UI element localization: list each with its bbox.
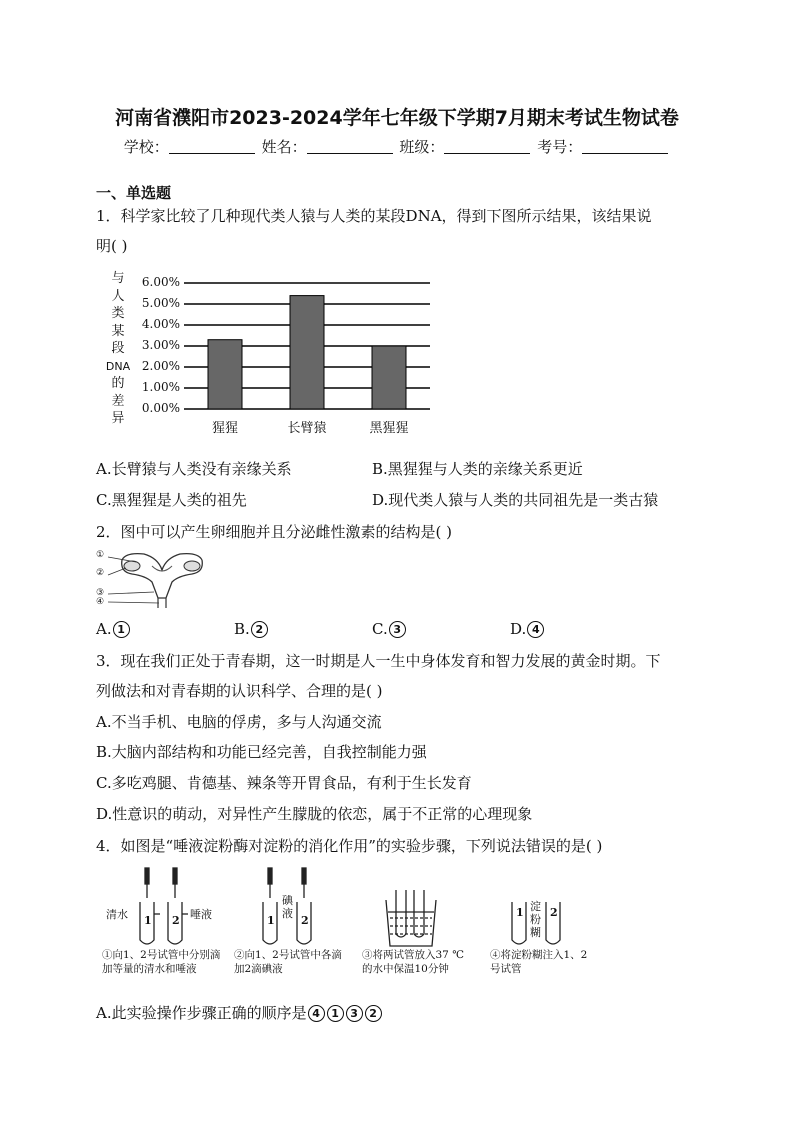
q2-option-a[interactable] <box>96 620 131 638</box>
y-tick-label: 6.00% <box>141 275 180 289</box>
q1-stem-line1: 1．科学家比较了几种现代类人猿与人类的某段DNA，得到下图所示结果，该结果说 <box>96 207 652 225</box>
ylabel-char: 与 <box>111 271 125 286</box>
ylabel-char: 类 <box>111 306 125 321</box>
option-text: A.此实验操作步骤正确的顺序是 <box>96 1004 307 1022</box>
y-tick-label: 3.00% <box>141 338 180 352</box>
ylabel-char: 异 <box>111 411 125 426</box>
step3-caption: ③将两试管放入37 ℃的水中保温10分钟 <box>362 949 464 975</box>
q3-option-d[interactable]: D.性意识的萌动，对异性产生朦胧的依恋，属于不正常的心理现象 <box>96 805 533 823</box>
step-mark: 3 <box>346 1005 363 1022</box>
ylabel-char: 的 <box>111 376 125 391</box>
y-tick-label: 1.00% <box>141 380 180 394</box>
step1-caption: ①向1、2号试管中分别滴加等量的清水和唾液 <box>102 949 221 975</box>
q1-option-d[interactable]: D.现代类人猿与人类的共同祖先是一类古猿 <box>372 491 659 509</box>
option-letter: C. <box>372 620 388 638</box>
tube-number-1: 1 <box>144 914 152 927</box>
q1-stem-line2: 明( ) <box>96 237 128 255</box>
ylabel-char: 差 <box>111 393 125 409</box>
option-letter: A. <box>96 620 112 638</box>
q4-option-a[interactable] <box>96 1002 383 1023</box>
tube-number-1: 1 <box>267 914 275 927</box>
q1-option-a[interactable]: A.长臂猿与人类没有亲缘关系 <box>96 460 292 478</box>
q2-stem: 2．图中可以产生卵细胞并且分泌雌性激素的结构是( ) <box>96 523 453 541</box>
q3-option-c[interactable]: C.多吃鸡腿、肯德基、辣条等开胃食品，有利于生长发育 <box>96 774 472 792</box>
step-mark: 4 <box>308 1005 325 1022</box>
category-label: 长臂猿 <box>287 421 327 436</box>
experiment-tubes-drawing <box>100 862 600 952</box>
figure-label-2: ② <box>96 568 105 578</box>
tube-number-2: 2 <box>550 906 558 919</box>
option-mark: 3 <box>389 621 406 638</box>
uterus-diagram <box>96 548 226 610</box>
step1-drawing <box>140 868 188 944</box>
bar-0 <box>208 340 242 409</box>
step3-drawing <box>386 890 436 946</box>
step1-left-label: 清水 <box>106 908 128 921</box>
ylabel-char: 某 <box>111 323 125 339</box>
name-label: 姓名： <box>261 138 307 156</box>
figure-label-3: ③ <box>96 588 105 598</box>
option-mark: 2 <box>251 621 268 638</box>
figure-label-4: ④ <box>96 597 105 607</box>
q4-stem: 4．如图是“唾液淀粉酶对淀粉的消化作用”的实验步骤，下列说法错误的是( ) <box>96 837 603 855</box>
exam-number-label: 考号： <box>537 138 583 156</box>
school-label: 学校： <box>123 138 169 156</box>
option-letter: D. <box>510 620 527 638</box>
section-heading: 一、单选题 <box>96 184 172 202</box>
q2-option-d[interactable] <box>510 620 545 638</box>
step4-label: 淀粉糊 <box>530 900 541 939</box>
q1-option-c[interactable]: C.黑猩猩是人类的祖先 <box>96 491 247 509</box>
step2-label: 碘液 <box>282 894 293 920</box>
q3-option-b[interactable]: B.大脑内部结构和功能已经完善，自我控制能力强 <box>96 743 427 761</box>
q2-option-b[interactable] <box>234 620 269 638</box>
ovary-right-shape <box>184 561 200 571</box>
ovary-left-shape <box>124 561 140 571</box>
experiment-figure <box>100 862 600 992</box>
y-tick-label: 2.00% <box>141 359 180 373</box>
ylabel-char: DNA <box>105 359 131 373</box>
q3-stem-line1: 3．现在我们正处于青春期，这一时期是人一生中身体发育和智力发展的黄金时期。下 <box>96 652 661 670</box>
y-tick-label: 0.00% <box>141 401 180 415</box>
ylabel-char: 人 <box>111 288 125 304</box>
class-label: 班级： <box>399 138 445 156</box>
y-tick-label: 4.00% <box>141 317 180 331</box>
step4-caption: ④将淀粉糊注入1、2号试管 <box>490 949 588 975</box>
step-mark: 1 <box>327 1005 344 1022</box>
bar-1 <box>290 296 324 409</box>
bar-2 <box>372 346 406 409</box>
tube-number-2: 2 <box>301 914 309 927</box>
category-label: 猩猩 <box>211 421 238 436</box>
q1-option-b[interactable]: B.黑猩猩与人类的亲缘关系更近 <box>372 460 583 478</box>
option-mark: 1 <box>113 621 130 638</box>
dna-difference-chart <box>0 0 794 460</box>
figure-label-1: ① <box>96 550 105 560</box>
female-reproductive-figure <box>96 548 226 610</box>
q2-option-c[interactable] <box>372 620 407 638</box>
tube-number-1: 1 <box>516 906 524 919</box>
ylabel-char: 段 <box>111 341 125 356</box>
y-tick-label: 5.00% <box>141 296 180 310</box>
q3-option-a[interactable]: A.不当手机、电脑的俘虏，多与人沟通交流 <box>96 713 382 731</box>
step-mark: 2 <box>365 1005 382 1022</box>
page-title: 河南省濮阳市2023-2024学年七年级下学期7月期末考试生物试卷 <box>115 107 679 129</box>
step1-right-label: 唾液 <box>190 908 212 921</box>
option-letter: B. <box>234 620 250 638</box>
q3-stem-line2: 列做法和对青春期的认识科学、合理的是( ) <box>96 682 383 700</box>
category-label: 黑猩猩 <box>369 421 409 436</box>
option-mark: 4 <box>527 621 544 638</box>
step2-caption: ②向1、2号试管中各滴加2滴碘液 <box>234 949 342 975</box>
tube-number-2: 2 <box>172 914 180 927</box>
